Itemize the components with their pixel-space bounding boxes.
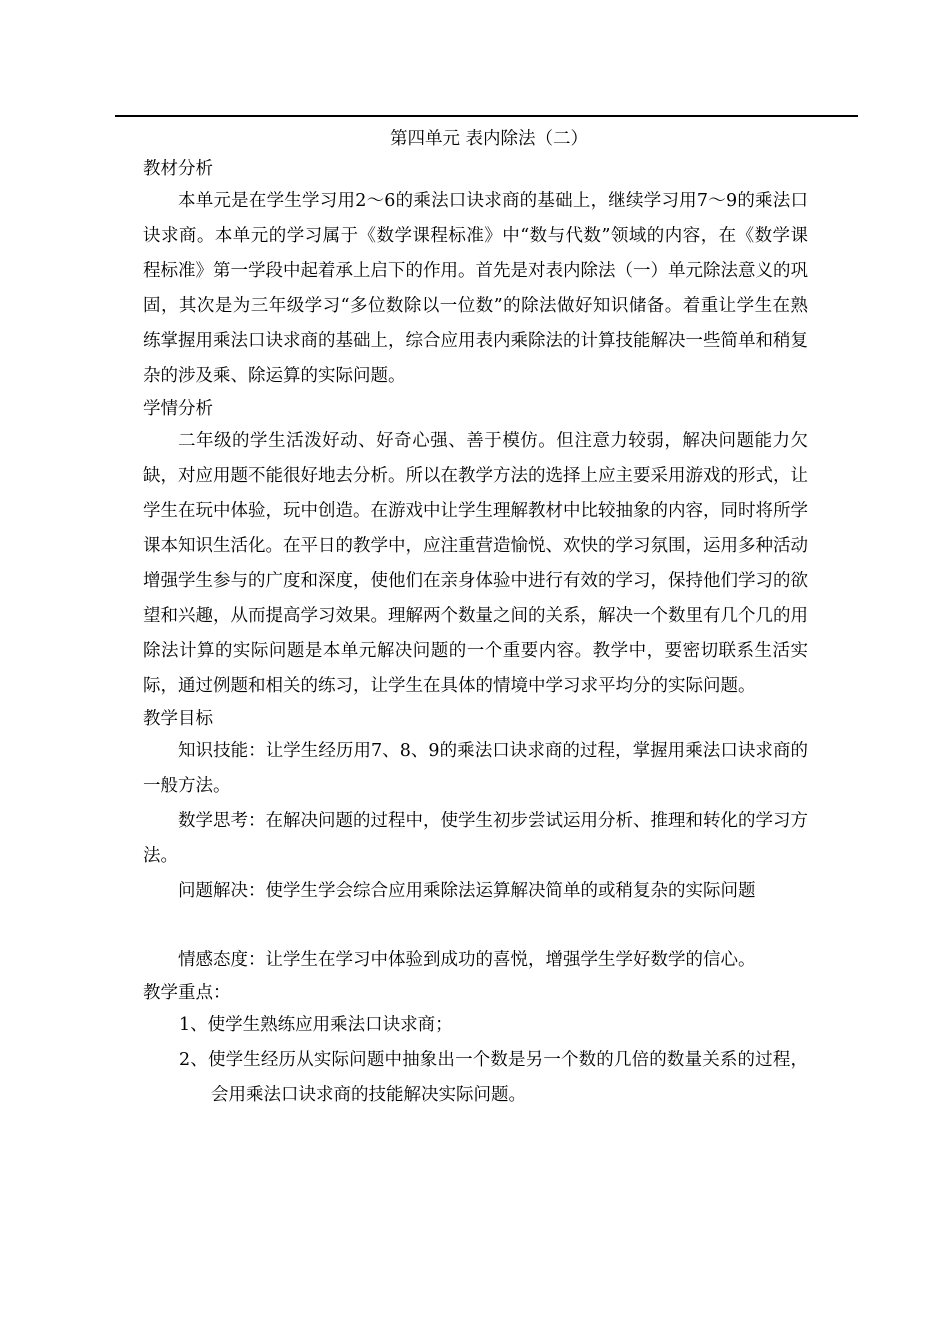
- goal-knowledge-skills: 知识技能：让学生经历用7、8、9的乘法口诀求商的过程，掌握用乘法口诀求商的一般方法。: [143, 741, 808, 796]
- learners-paragraph: 二年级的学生活泼好动、好奇心强、善于模仿。但注意力较弱，解决问题能力欠缺，对应用题不能很好地去分析。所以在教学方法的选择上应主要采用游戏的形式，让学生在玩中体验，玩中创造。在游戏中让学生理解教材中比较抽象的内容，同时将所学课本知识生活化。在平日的教学中，应注重营造愉悦、欢快的学习氛围，运用多种活动增强学生参与的广度和深度，使他们在亲身体验中进行有效的学习，保持他们学习的欲望和兴趣，从而提高学习效果。理解两个数量之间的关系，解决一个数里有几个几的用除法计算的实际问题是本单元解决问题的一个重要内容。教学中，要密切联系生活实际，通过例题和相关的练习，让学生在具体的情境中学习求平均分的实际问题。: [143, 431, 808, 696]
- section-heading-material: 教材分析: [143, 159, 213, 179]
- document-page: [143, 124, 808, 1113]
- goal-math-thinking: 数学思考：在解决问题的过程中，使学生初步尝试运用分析、推理和转化的学习方法。: [143, 811, 808, 866]
- blank-line: [143, 909, 808, 943]
- material-paragraph: 本单元是在学生学习用2～6的乘法口诀求商的基础上，继续学习用7～9的乘法口诀求商。本单元的学习属于《数学课程标准》中“数与代数”领域的内容，在《数学课程标准》第一学段中起着承上启下的作用。首先是对表内除法（一）单元除法意义的巩固，其次是为三年级学习“多位数除以一位数”的除法做好知识储备。着重让学生在熟练掌握用乘法口诀求商的基础上，综合应用表内乘除法的计算技能解决一些简单和稍复杂的涉及乘、除运算的实际问题。: [143, 191, 808, 386]
- section-heading-learners: 学情分析: [143, 399, 213, 419]
- goal-problem-solving: 问题解决：使学生学会综合应用乘除法运算解决简单的或稍复杂的实际问题: [178, 881, 756, 901]
- header-rule: [115, 115, 858, 117]
- section-heading-goals: 教学目标: [143, 709, 213, 729]
- key-point-item: 1、使学生熟练应用乘法口诀求商；: [179, 1015, 453, 1035]
- document-title: 第四单元 表内除法（二）: [389, 129, 589, 149]
- section-heading-key-points: 教学重点：: [143, 983, 231, 1003]
- goal-attitude: 情感态度：让学生在学习中体验到成功的喜悦，增强学生学好数学的信心。: [178, 950, 756, 970]
- key-point-item: 2、使学生经历从实际问题中抽象出一个数是另一个数的几倍的数量关系的过程，会用乘法口诀求商的技能解决实际问题。: [179, 1050, 808, 1105]
